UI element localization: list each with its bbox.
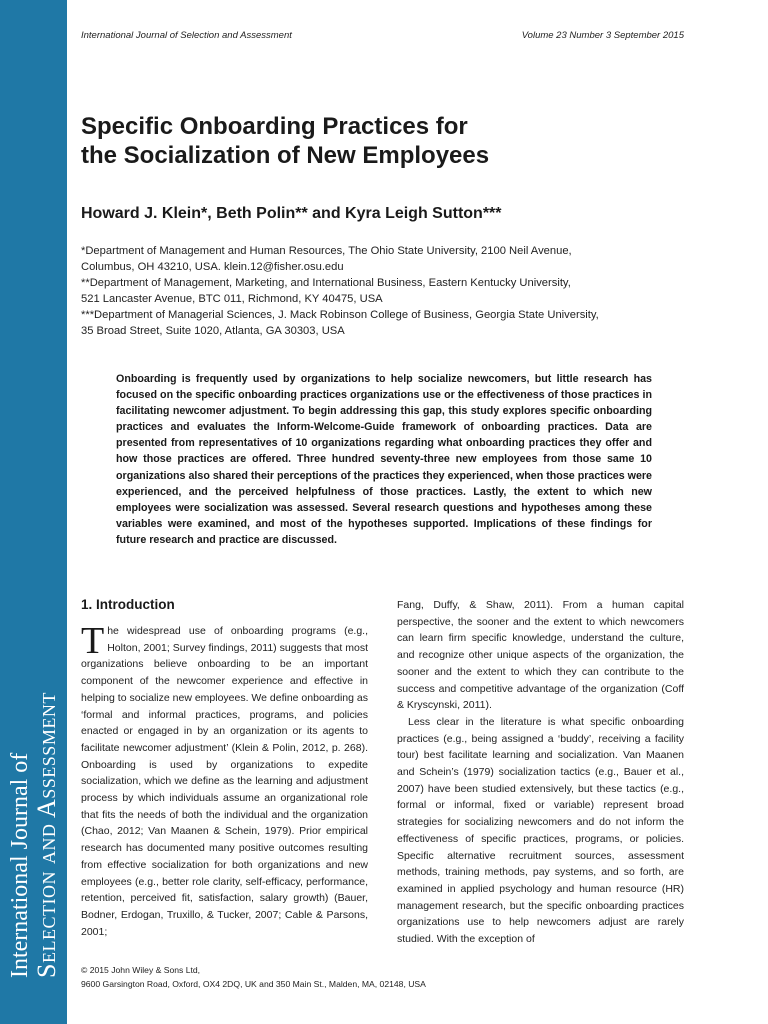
affiliation-line: 35 Broad Street, Suite 1020, Atlanta, GA 30303, USA xyxy=(81,325,345,338)
affiliation-line: Columbus, OH 43210, USA. klein.12@fisher.osu.edu xyxy=(81,261,344,274)
body-column-right xyxy=(397,597,684,948)
affiliation-line: *Department of Management and Human Resources, The Ohio State University, 2100 Neil Avenue, xyxy=(81,245,572,257)
sidebar-line-2: Selection and Assessment xyxy=(32,692,61,978)
section-heading-introduction: 1. Introduction xyxy=(81,597,175,612)
affiliations xyxy=(81,243,701,340)
footer-copyright: © 2015 John Wiley & Sons Ltd, xyxy=(81,965,201,975)
copyright-footer xyxy=(81,963,701,991)
intro-paragraph-1-continued: Fang, Duffy, & Shaw, 2011). From a human capital perspective, the sooner and the extent to which newcomers can learn firm specific knowledge, understand the culture, and recognize other unique aspects of the organization, the sooner and the extent to which they can contribute to the success and competitive advantage of the organization (Coff & Kryscynski, 2011). xyxy=(397,599,684,712)
author-list: Howard J. Klein*, Beth Polin** and Kyra Leigh Sutton*** xyxy=(81,205,502,222)
affiliation-line: ***Department of Managerial Sciences, J. Mack Robinson College of Business, Georgia State University, xyxy=(81,309,599,322)
drop-cap: T xyxy=(81,620,105,662)
affiliation-line: 521 Lancaster Avenue, BTC 011, Richmond, KY 40475, USA xyxy=(81,293,383,306)
intro-paragraph-1-text: he widespread use of onboarding programs (e.g., Holton, 2001; Survey findings, 2011) suggests that most organizations believe onboarding to be an important component of the newcomer experience and effective in helping to socialize new employees. We define onboarding as ‘formal and informal practices, programs, and policies enacted or engaged in by an organization or its agents to facilitate newcomer adjustment’ (Klein & Polin, 2012, p. 268). Onboarding is used by organizations to expedite socialization, which we define as the learning and adjustment process by which individuals assume an organizational role that fits the needs of both the individual and the organization (Chao, 2012; Van Maanen & Schein, 1979). Prior empirical research has documented many positive outcomes resulting from effective socialization for both organizations and new employees (e.g., better role clarity, self-efficacy, performance, retention, perceived fit, satisfaction, salary growth) (Bauer, Bodner, Erdogan, Truxillo, & Tucker, 2007; Cable & Parsons, 2001; xyxy=(81,625,368,938)
article-title xyxy=(81,112,681,170)
abstract: Onboarding is frequently used by organizations to help socialize newcomers, but little research has focused on the specific onboarding practices organizations use or the effectiveness of those practices in facilitating newcomer adjustment. To begin addressing this gap, this study explores specific onboarding practices and evaluates the Inform-Welcome-Guide framework of onboarding practices. Data are presented from representatives of 10 organizations regarding what onboarding practices they offer and how those practices are offered. Three hundred seventy-three new employees from those same 10 organizations also shared their perceptions of the practices they experienced, when those practices were experienced, and the perceived helpfulness of those practices. Lastly, the extent to which new employees were socialization was assessed. Several research questions and hypotheses among these variables were examined, and most of the hypotheses supported. Implications of these findings for future research and practice are discussed. xyxy=(116,373,652,546)
running-head xyxy=(81,30,684,44)
intro-paragraph-2: Less clear in the literature is what specific onboarding practices (e.g., being assigned a ‘buddy’, receiving a facility tour) best facilitate learning and socialization. Van Maanen and Schein’s (1979) socialization tactics (e.g., Bauer et al., 2007) have been studied extensively, but these tactics (e.g., formal or informal, fixed or variable) represent broad strategies for socializing newcomers and do not inform the effectiveness of specific practices, programs, or policies. Specific alternative recruitment sources, assessment methods, training methods, pay systems, and so forth, are examined in applied psychology and human resource (HR) management research, but the specific onboarding practices organizations use to help newcomers adjust are rarely studied. With the exception of xyxy=(397,715,684,946)
title-line-1: Specific Onboarding Practices for xyxy=(81,113,468,140)
running-head-volume: Volume 23 Number 3 September 2015 xyxy=(521,30,684,41)
sidebar-line-1: International Journal of xyxy=(7,752,33,978)
journal-sidebar xyxy=(0,0,67,1024)
body-column-left xyxy=(81,597,368,940)
title-line-2: the Socialization of New Employees xyxy=(81,142,490,169)
sidebar-journal-name xyxy=(8,618,60,978)
intro-paragraph-1 xyxy=(81,620,368,940)
footer-address: 9600 Garsington Road, Oxford, OX4 2DQ, UK and 350 Main St., Malden, MA, 02148, USA xyxy=(81,979,426,989)
running-head-journal: International Journal of Selection and Assessment xyxy=(81,30,292,41)
affiliation-line: **Department of Management, Marketing, and International Business, Eastern Kentucky University, xyxy=(81,277,571,290)
